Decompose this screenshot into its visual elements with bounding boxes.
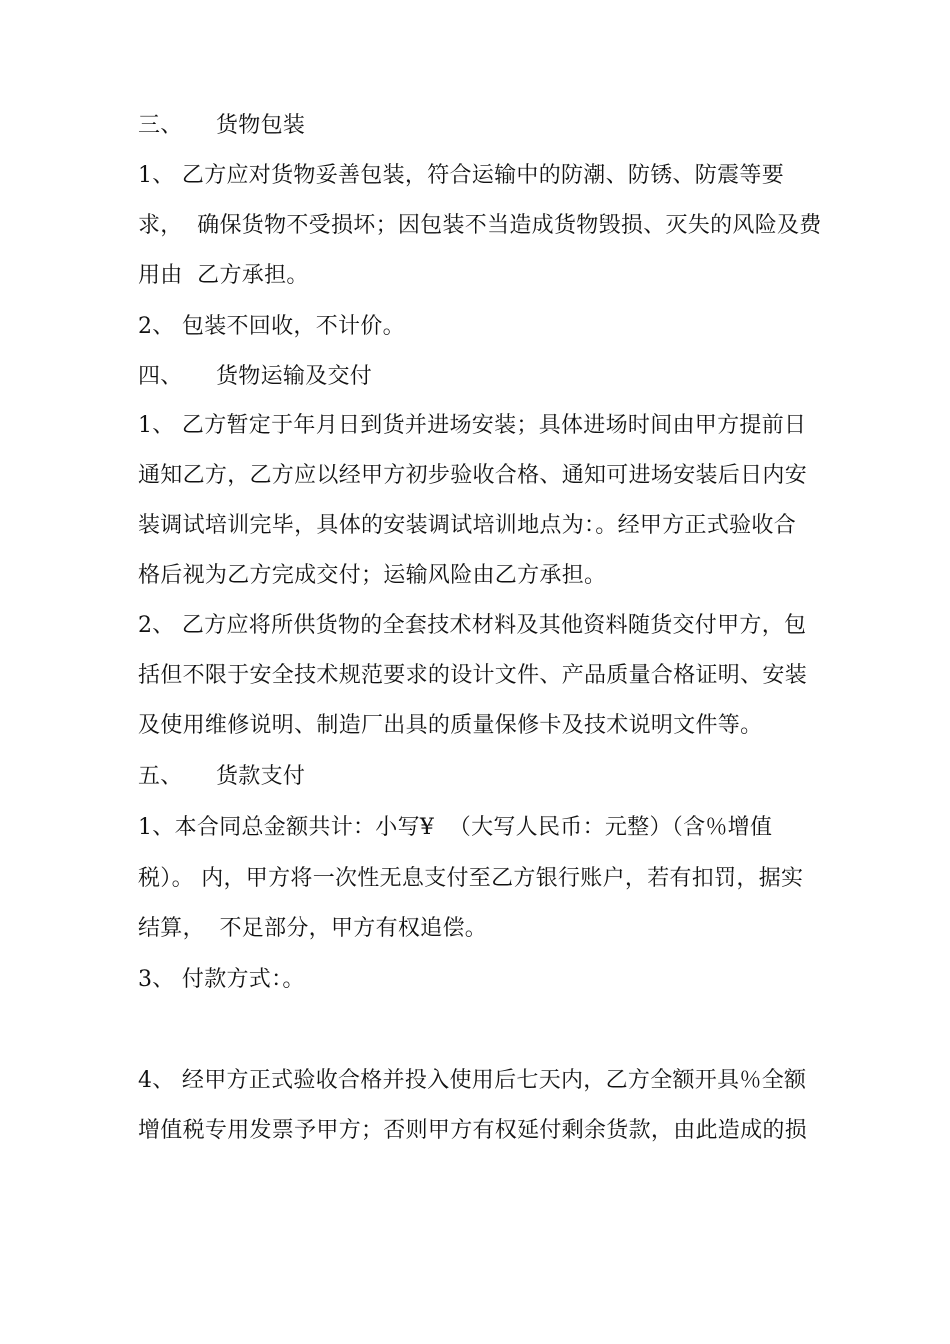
paragraph-line: 装调试培训完毕，具体的安装调试培训地点为：。经甲方正式验收合 [138,513,797,538]
paragraph-line: 1、 乙方应对货物妥善包装，符合运输中的防潮、防锈、防震等要 [138,163,784,188]
section-number: 四、 [138,364,183,389]
paragraph-line: 3、 付款方式：。 [138,967,305,992]
section-number: 五、 [138,764,183,789]
paragraph-line: 求， 确保货物不受损坏；因包装不当造成货物毁损、灭失的风险及费 [138,213,822,238]
paragraph-line: 税）。 内，甲方将一次性无息支付至乙方银行账户，若有扣罚，据实 [138,866,804,891]
paragraph-line: 4、 经甲方正式验收合格并投入使用后七天内，乙方全额开具％全额 [138,1068,807,1093]
paragraph-line: 括但不限于安全技术规范要求的设计文件、产品质量合格证明、安装 [138,663,808,688]
paragraph-line: 结算， 不足部分，甲方有权追偿。 [138,916,488,941]
paragraph-line: 2、 乙方应将所供货物的全套技术材料及其他资料随货交付甲方，包 [138,613,807,638]
paragraph-line: 用由 乙方承担。 [138,263,309,288]
paragraph-line: 增值税专用发票予甲方；否则甲方有权延付剩余货款，由此造成的损 [138,1118,808,1143]
section-title: 货物运输及交付 [216,364,373,389]
paragraph-line: 及使用维修说明、制造厂出具的质量保修卡及技术说明文件等。 [138,713,763,738]
section-heading-5 [138,762,838,792]
section-title: 货款支付 [216,764,306,789]
paragraph-line: 2、 包装不回收，不计价。 [138,314,405,339]
section-heading-4 [138,362,838,392]
section-heading-3 [138,111,838,141]
paragraph-line: 格后视为乙方完成交付；运输风险由乙方承担。 [138,563,607,588]
paragraph-line: 1、本合同总金额共计：小写¥ （大写人民币：元整）（含％增值 [138,815,773,840]
section-title: 货物包装 [216,113,306,138]
paragraph-line: 通知乙方，乙方应以经甲方初步验收合格、通知可进场安装后日内安 [138,463,808,488]
paragraph-line: 1、 乙方暂定于年月日到货并进场安装；具体进场时间由甲方提前日 [138,413,807,438]
section-number: 三、 [138,113,183,138]
